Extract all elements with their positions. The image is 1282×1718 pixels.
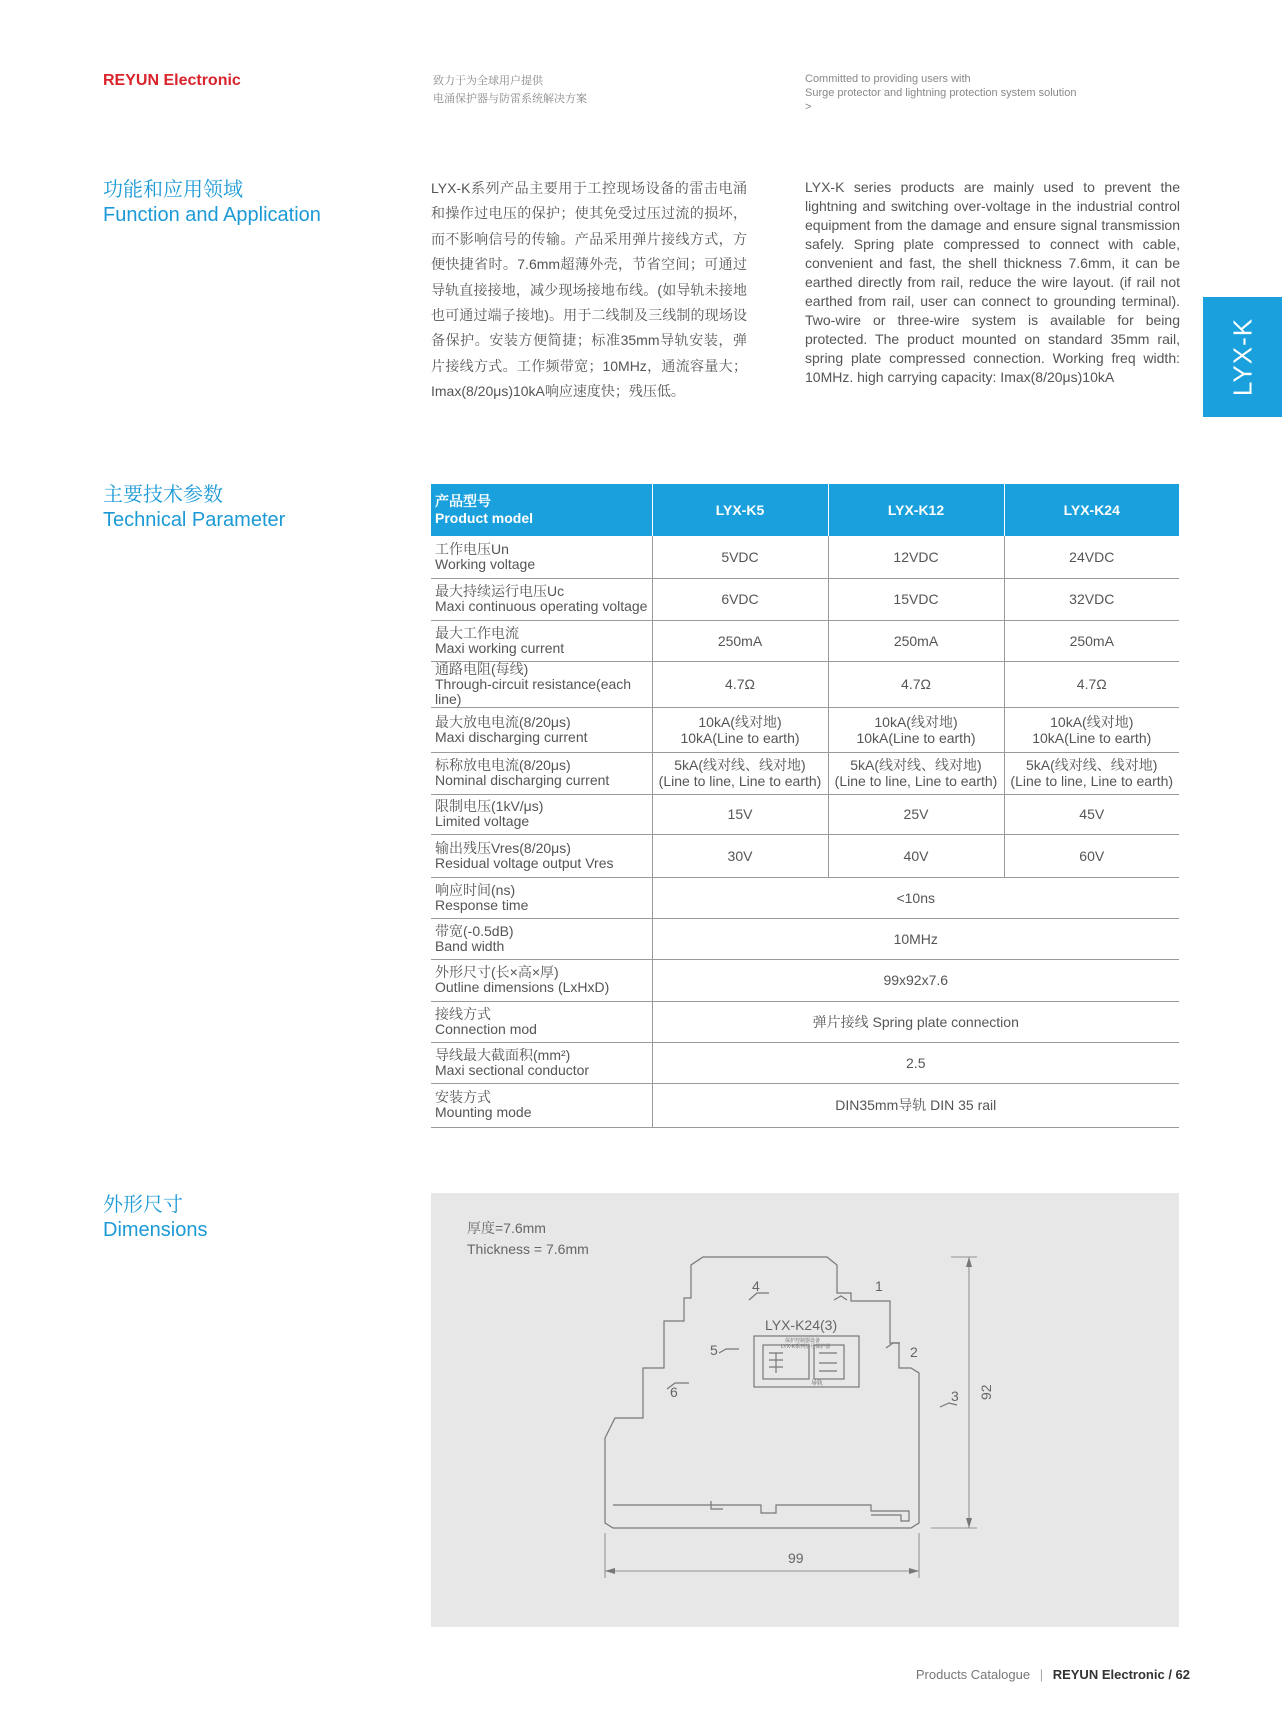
param-label-cn: 输出残压Vres(8/20μs) [435,839,571,856]
param-label-en: Nominal discharging current [435,772,610,788]
param-value: 5kA(线对线、线对地) (Line to line, Line to earth) [652,752,828,794]
footer-catalogue: Products Catalogue [915,1667,1031,1682]
function-text-en: LYX-K series products are mainly used to prevent the lightning and switching over-voltage in the industrial control equipment from the damage and ensure signal transmission safely. Spring plate compressed to connect with cable, convenient and fast, the shell thickness 7.6mm, it can be earthed directly from rail, reduce the wire layout. (if rail not earthed from rail, user can connect to grounding terminal). Two-wire or three-wire system is available for being protected. The product mounted on standard 35mm rail, spring plate compressed connection. Working freq width: 10MHz. high carrying capacity: Imax(8/20μs)10kA [805,179,1180,385]
param-value: 4.7Ω [828,661,1004,707]
slogan-cn-line2: 电涌保护器与防雷系统解决方案 [433,93,587,105]
param-label [431,1083,652,1127]
table-row [431,794,1179,834]
param-value: 15V [652,794,828,834]
param-label-en: Working voltage [435,555,536,572]
terminal-label: 6 [670,1384,678,1400]
param-value: 6VDC [652,578,828,620]
width-dimension-label: 99 [788,1550,804,1566]
param-label [431,752,652,794]
param-value-shared: 弹片接线 Spring plate connection [652,1001,1179,1042]
table-row [431,834,1179,877]
dimensions-section-title [103,1192,207,1242]
param-value: 5VDC [652,536,828,578]
param-label [431,1001,652,1042]
param-value: 40V [828,834,1004,877]
footer-brand: REYUN Electronic [1052,1667,1165,1682]
technical-title-en: Technical Parameter [103,509,286,531]
param-value: 5kA(线对线、线对地) (Line to line, Line to earth) [1004,752,1179,794]
param-value: 30V [652,834,828,877]
param-label-en: Response time [435,896,529,913]
param-label-cn: 安装方式 [435,1089,491,1105]
technical-parameter-table [431,484,1179,1128]
param-value: 24VDC [1004,536,1179,578]
param-label [431,834,652,877]
param-label [431,877,652,918]
param-value: 25V [828,794,1004,834]
param-label-en: Maxi working current [435,639,565,656]
function-text-cn: LYX-K系列产品主要用于工控现场设备的雷击电涌和操作过电压的保护；使其免受过压过流的损坏，而不影响信号的传输。产品采用弹片接线方式，方便快捷省时。7.6mm超薄外壳，节省空间；可通过导轨直接接地，减少现场接地布线。(如导轨未接地也可通过端子接地)。用于二线制及三线制的现场设备保护。安装方便简捷；标准35mm导轨安装，弹片接线方式。工作频带宽；10MHz，通流容量大；Imax(8/20μs)10kA响应速度快；残压低。 [431,180,747,400]
param-label-cn: 限制电压(1kV/μs) [435,798,544,814]
table-row [431,1083,1179,1127]
param-label-cn: 最大放电电流(8/20μs) [435,713,571,730]
param-value-shared: 2.5 [652,1042,1179,1083]
param-value: 10kA(线对地) 10kA(Line to earth) [828,707,1004,752]
param-value: 45V [1004,794,1179,834]
param-value: 32VDC [1004,578,1179,620]
param-value: 12VDC [828,536,1004,578]
slogan-en-arrow: > [805,101,812,113]
slogan-en-line2: Surge protector and lightning protection system solution [805,87,1077,99]
param-label [431,620,652,661]
param-label [431,536,652,578]
param-label-en: Mounting mode [435,1104,532,1120]
param-label-cn: 接线方式 [435,1005,491,1022]
table-header-row [431,484,1179,536]
param-label [431,578,652,620]
dimensions-title-cn: 外形尺寸 [103,1194,183,1216]
footer-separator: | [1039,1667,1044,1682]
param-label-cn: 带宽(-0.5dB) [435,922,514,939]
param-label-en: Maxi continuous operating voltage [435,598,648,614]
table-row [431,707,1179,752]
table-row [431,752,1179,794]
terminal-label: 4 [752,1278,760,1294]
header-slogan-en [805,72,1077,114]
table-row [431,918,1179,959]
model-header: LYX-K12 [828,484,1004,536]
param-value: 60V [1004,834,1179,877]
table-row [431,620,1179,661]
param-label [431,918,652,959]
product-model-cn: 产品型号 [435,493,491,509]
param-label-cn: 导线最大截面积(mm²) [435,1046,571,1063]
param-value-shared: <10ns [652,877,1179,918]
terminal-label: 5 [710,1342,718,1358]
terminal-label: 1 [875,1278,883,1294]
param-value: 250mA [1004,620,1179,661]
function-section-title [103,177,321,227]
param-value: 4.7Ω [1004,661,1179,707]
param-value: 5kA(线对线、线对地) (Line to line, Line to earth) [828,752,1004,794]
module-text-2: LYX-K系列信号保护器 [781,1344,831,1350]
param-label-en: Outline dimensions (LxHxD) [435,979,610,995]
param-label-en: Connection mod [435,1020,537,1037]
param-label-en: Band width [435,937,505,954]
param-label-cn: 响应时间(ns) [435,881,516,898]
function-title-en: Function and Application [103,204,321,226]
model-header: LYX-K5 [652,484,828,536]
param-label-en: Residual voltage output Vres [435,854,614,871]
param-value: 250mA [828,620,1004,661]
param-label-en: Limited voltage [435,813,530,829]
rail-label: 导轨 [811,1381,824,1387]
header-slogan-cn [433,72,587,108]
terminal-label: 3 [951,1388,959,1404]
param-label-cn: 通路电阻(每线) [435,660,529,677]
table-row [431,1042,1179,1083]
param-label-cn: 最大持续运行电压Uc [435,583,565,599]
slogan-cn-line1: 致力于为全球用户提供 [433,75,543,87]
table-row [431,877,1179,918]
terminal-label: 2 [910,1344,918,1360]
param-label-cn: 标称放电电流(8/20μs) [435,757,571,773]
product-model-en: Product model [435,510,534,526]
param-label [431,794,652,834]
param-label [431,661,652,707]
param-label [431,707,652,752]
param-label-en: Through-circuit resistance(each line) [435,675,632,707]
page-number: / 62 [1168,1667,1190,1682]
param-label-en: Maxi sectional conductor [435,1061,590,1078]
table-row [431,959,1179,1001]
dimension-drawing [431,1193,1179,1627]
table-row [431,661,1179,707]
param-value-shared: 99x92x7.6 [652,959,1179,1001]
param-value: 250mA [652,620,828,661]
param-label-en: Maxi discharging current [435,728,588,745]
param-value-shared: 10MHz [652,918,1179,959]
product-model-header [431,484,652,536]
function-title-cn: 功能和应用领域 [103,179,243,201]
dimensions-title-en: Dimensions [103,1219,208,1241]
side-tab [1203,297,1282,417]
param-label [431,959,652,1001]
table-row [431,1001,1179,1042]
thickness-en: Thickness = 7.6mm [467,1241,589,1257]
param-value: 15VDC [828,578,1004,620]
param-label [431,1042,652,1083]
height-dimension-label: 92 [978,1384,994,1400]
model-label: LYX-K24(3) [765,1317,838,1333]
param-label-cn: 工作电压Un [435,540,509,557]
side-tab-label: LYX-K [1227,317,1257,397]
model-header: LYX-K24 [1004,484,1179,536]
param-value: 10kA(线对地) 10kA(Line to earth) [1004,707,1179,752]
module-text-1: 保护控制器设备 [785,1338,821,1344]
slogan-en-line1: Committed to providing users with [805,73,971,85]
brand-name: REYUN Electronic [103,72,241,89]
device-outline [605,1257,919,1528]
param-value: 4.7Ω [652,661,828,707]
technical-section-title [103,482,285,532]
footer [916,1667,1190,1682]
thickness-cn: 厚度=7.6mm [467,1220,546,1236]
param-label-cn: 外形尺寸(长×高×厚) [435,964,559,980]
table-row [431,578,1179,620]
technical-title-cn: 主要技术参数 [103,484,223,506]
param-value: 10kA(线对地) 10kA(Line to earth) [652,707,828,752]
param-value-shared: DIN35mm导轨 DIN 35 rail [652,1083,1179,1127]
table-row [431,536,1179,578]
param-label-cn: 最大工作电流 [435,624,519,641]
